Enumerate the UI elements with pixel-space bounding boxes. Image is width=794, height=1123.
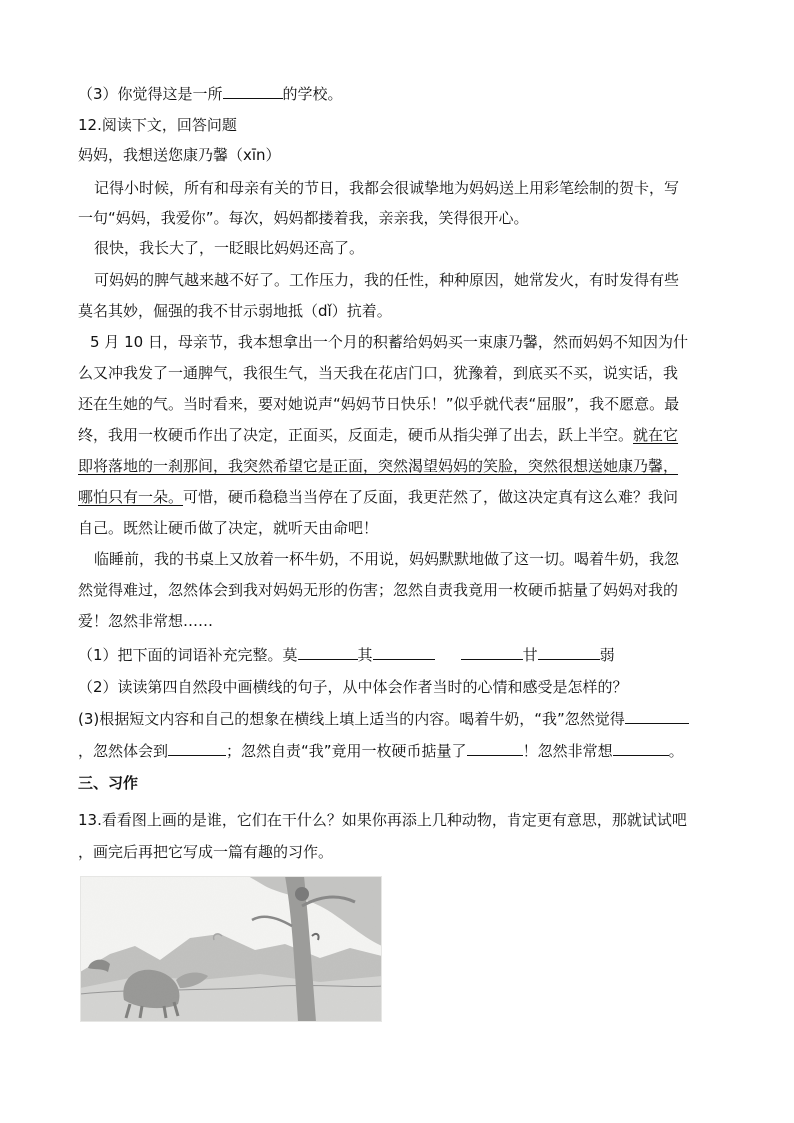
question-3-part-3: （3）你觉得这是一所 的学校。: [78, 85, 343, 103]
paragraph-5-line-1: 临睡前，我的书桌上又放着一杯牛奶，不用说，妈妈默默地做了这一切。喝着牛奶，我忽: [94, 550, 680, 568]
underlined-sentence: 即将落地的一刹那间，我突然希望它是正面，突然渴望妈妈的笑脸，突然很想送她康乃馨，: [78, 457, 679, 475]
answer-blank[interactable]: [298, 645, 358, 660]
paragraph-1-line-1: 记得小时候，所有和母亲有关的节日，我都会很诚挚地为妈妈送上用彩笔绘制的贺卡，写: [94, 179, 680, 197]
paragraph-5-line-3: 爱！忽然非常想……: [78, 612, 214, 630]
question-13-line-2: ，画完后再把它写成一篇有趣的习作。: [78, 843, 334, 861]
section-heading-writing: 三、习作: [78, 774, 139, 792]
paragraph-1-line-2: 一句“妈妈，我爱你”。每次，妈妈都搂着我，亲亲我，笑得很开心。: [78, 209, 529, 227]
sub-question-1: （1）把下面的词语补充完整。莫 其 甘 弱: [78, 646, 615, 664]
answer-blank[interactable]: [613, 741, 669, 756]
paragraph-5-line-2: 然觉得难过，忽然体会到我对妈妈无形的伤害；忽然自责我竟用一枚硬币掂量了妈妈对我的: [78, 581, 679, 599]
question-12-heading: 12.阅读下文，回答问题: [78, 116, 237, 134]
paragraph-4-line-1: 5 月 10 日，母亲节，我本想拿出一个月的积蓄给妈妈买一束康乃馨，然而妈妈不知因为什: [90, 333, 688, 351]
sub-question-3-line-2: ，忽然体会到 ；忽然自责“我”竟用一枚硬币掂量了 ！忽然非常想 。: [78, 742, 684, 760]
paragraph-3-line-2: 莫名其妙，倔强的我不甘示弱地抵（dǐ）抗着。: [78, 302, 392, 320]
answer-blank[interactable]: [538, 645, 600, 660]
answer-blank[interactable]: [467, 741, 523, 756]
paragraph-4-line-2: 么又冲我发了一通脾气，我很生气，当天我在花店门口，犹豫着，到底买不买，说实话，我: [78, 364, 679, 382]
answer-blank[interactable]: [223, 84, 283, 99]
sub-question-2: （2）读读第四自然段中画横线的句子，从中体会作者当时的心情和感受是怎样的？: [78, 678, 628, 696]
paragraph-4-line-4: 终，我用一枚硬币作出了决定，正面买，反面走，硬币从指尖弹了出去，跃上半空。就在它: [78, 426, 679, 444]
animal-scene-illustration: [80, 876, 382, 1022]
paragraph-4-line-5: [78, 456, 678, 476]
paragraph-3-line-1: 可妈妈的脾气越来越不好了。工作压力，我的任性，种种原因，她常发火，有时发得有些: [94, 271, 680, 289]
answer-blank[interactable]: [373, 645, 435, 660]
question-13-line-1: 13.看看图上画的是谁，它们在干什么？如果你再添上几种动物，肯定更有意思，那就试试吧: [78, 811, 687, 829]
paragraph-2: 很快，我长大了，一眨眼比妈妈还高了。: [94, 239, 365, 257]
essay-title: 妈妈，我想送您康乃馨（xīn）: [78, 146, 281, 164]
paragraph-4-line-7: 自己。既然让硬币做了决定，就听天由命吧！: [78, 519, 379, 537]
answer-blank[interactable]: [625, 709, 689, 724]
underlined-sentence: 就在它: [633, 426, 679, 444]
answer-blank[interactable]: [461, 645, 523, 660]
paragraph-4-line-3: 还在生她的气。当时看来，要对她说声“妈妈节日快乐！”似乎就代表“屈服”，我不愿意。最: [78, 395, 680, 413]
paragraph-4-line-6: 哪怕只有一朵。可惜，硬币稳稳当当停在了反面，我更茫然了，做这决定真有这么难？我问: [78, 488, 679, 506]
underlined-sentence: 哪怕只有一朵。: [78, 488, 184, 506]
sub-question-3-line-1: (3)根据短文内容和自己的想象在横线上填上适当的内容。喝着牛奶，“我”忽然觉得: [78, 709, 689, 729]
answer-blank[interactable]: [168, 741, 226, 756]
